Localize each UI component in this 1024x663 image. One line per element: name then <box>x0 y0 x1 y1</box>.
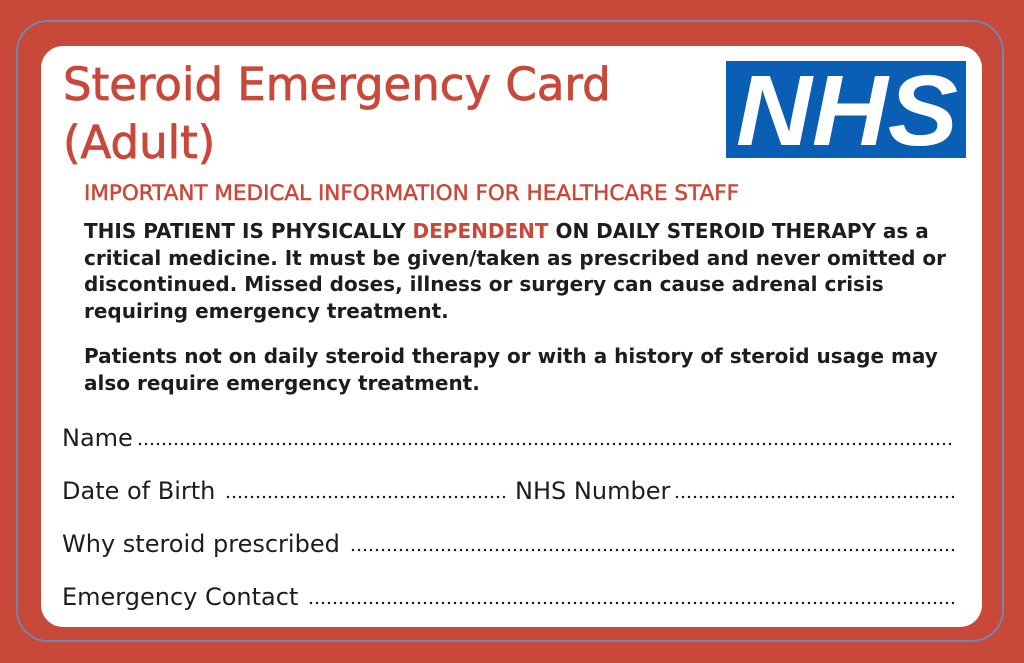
why-prescribed-dotted-line[interactable] <box>350 548 954 552</box>
card-title <box>63 56 703 172</box>
card-title-line-1: Steroid Emergency Card <box>63 58 611 111</box>
dependency-warning-rest: ON DAILY STEROID THERAPY as a critical medicine. It must be given/taken as prescribed and never omitted or discontinued. Missed doses, illness or surgery can cause adrenal crisis requiring emergency treatment. <box>84 219 947 323</box>
card-title-line-2: (Adult) <box>63 116 216 169</box>
dob-nhs-number-row <box>62 474 954 508</box>
healthcare-staff-heading: IMPORTANT MEDICAL INFORMATION FOR HEALTHCARE STAFF <box>84 181 739 206</box>
dependency-warning <box>84 218 964 324</box>
nhs-logo-graphic <box>726 61 966 158</box>
date-of-birth-label: Date of Birth <box>62 477 216 505</box>
nhs-number-label: NHS Number <box>515 477 671 505</box>
name-field[interactable] <box>62 421 954 455</box>
nhs-logo-text: NHS <box>736 61 958 158</box>
emergency-contact-label: Emergency Contact <box>62 583 299 611</box>
nhs-number-dotted-line[interactable] <box>674 495 954 499</box>
date-of-birth-dotted-line[interactable] <box>225 495 505 499</box>
why-prescribed-label: Why steroid prescribed <box>62 530 340 558</box>
nhs-logo <box>726 61 966 158</box>
history-warning: Patients not on daily steroid therapy or with a history of steroid usage may also require emergency treatment. <box>84 344 938 395</box>
emergency-contact-dotted-line[interactable] <box>308 601 954 605</box>
emergency-contact-field[interactable] <box>62 580 954 614</box>
dependent-emphasis: DEPENDENT <box>412 219 549 243</box>
name-dotted-line[interactable] <box>137 442 954 446</box>
why-prescribed-field[interactable] <box>62 527 954 561</box>
dependency-warning-start: THIS PATIENT IS PHYSICALLY <box>84 219 413 243</box>
name-label: Name <box>62 424 133 452</box>
